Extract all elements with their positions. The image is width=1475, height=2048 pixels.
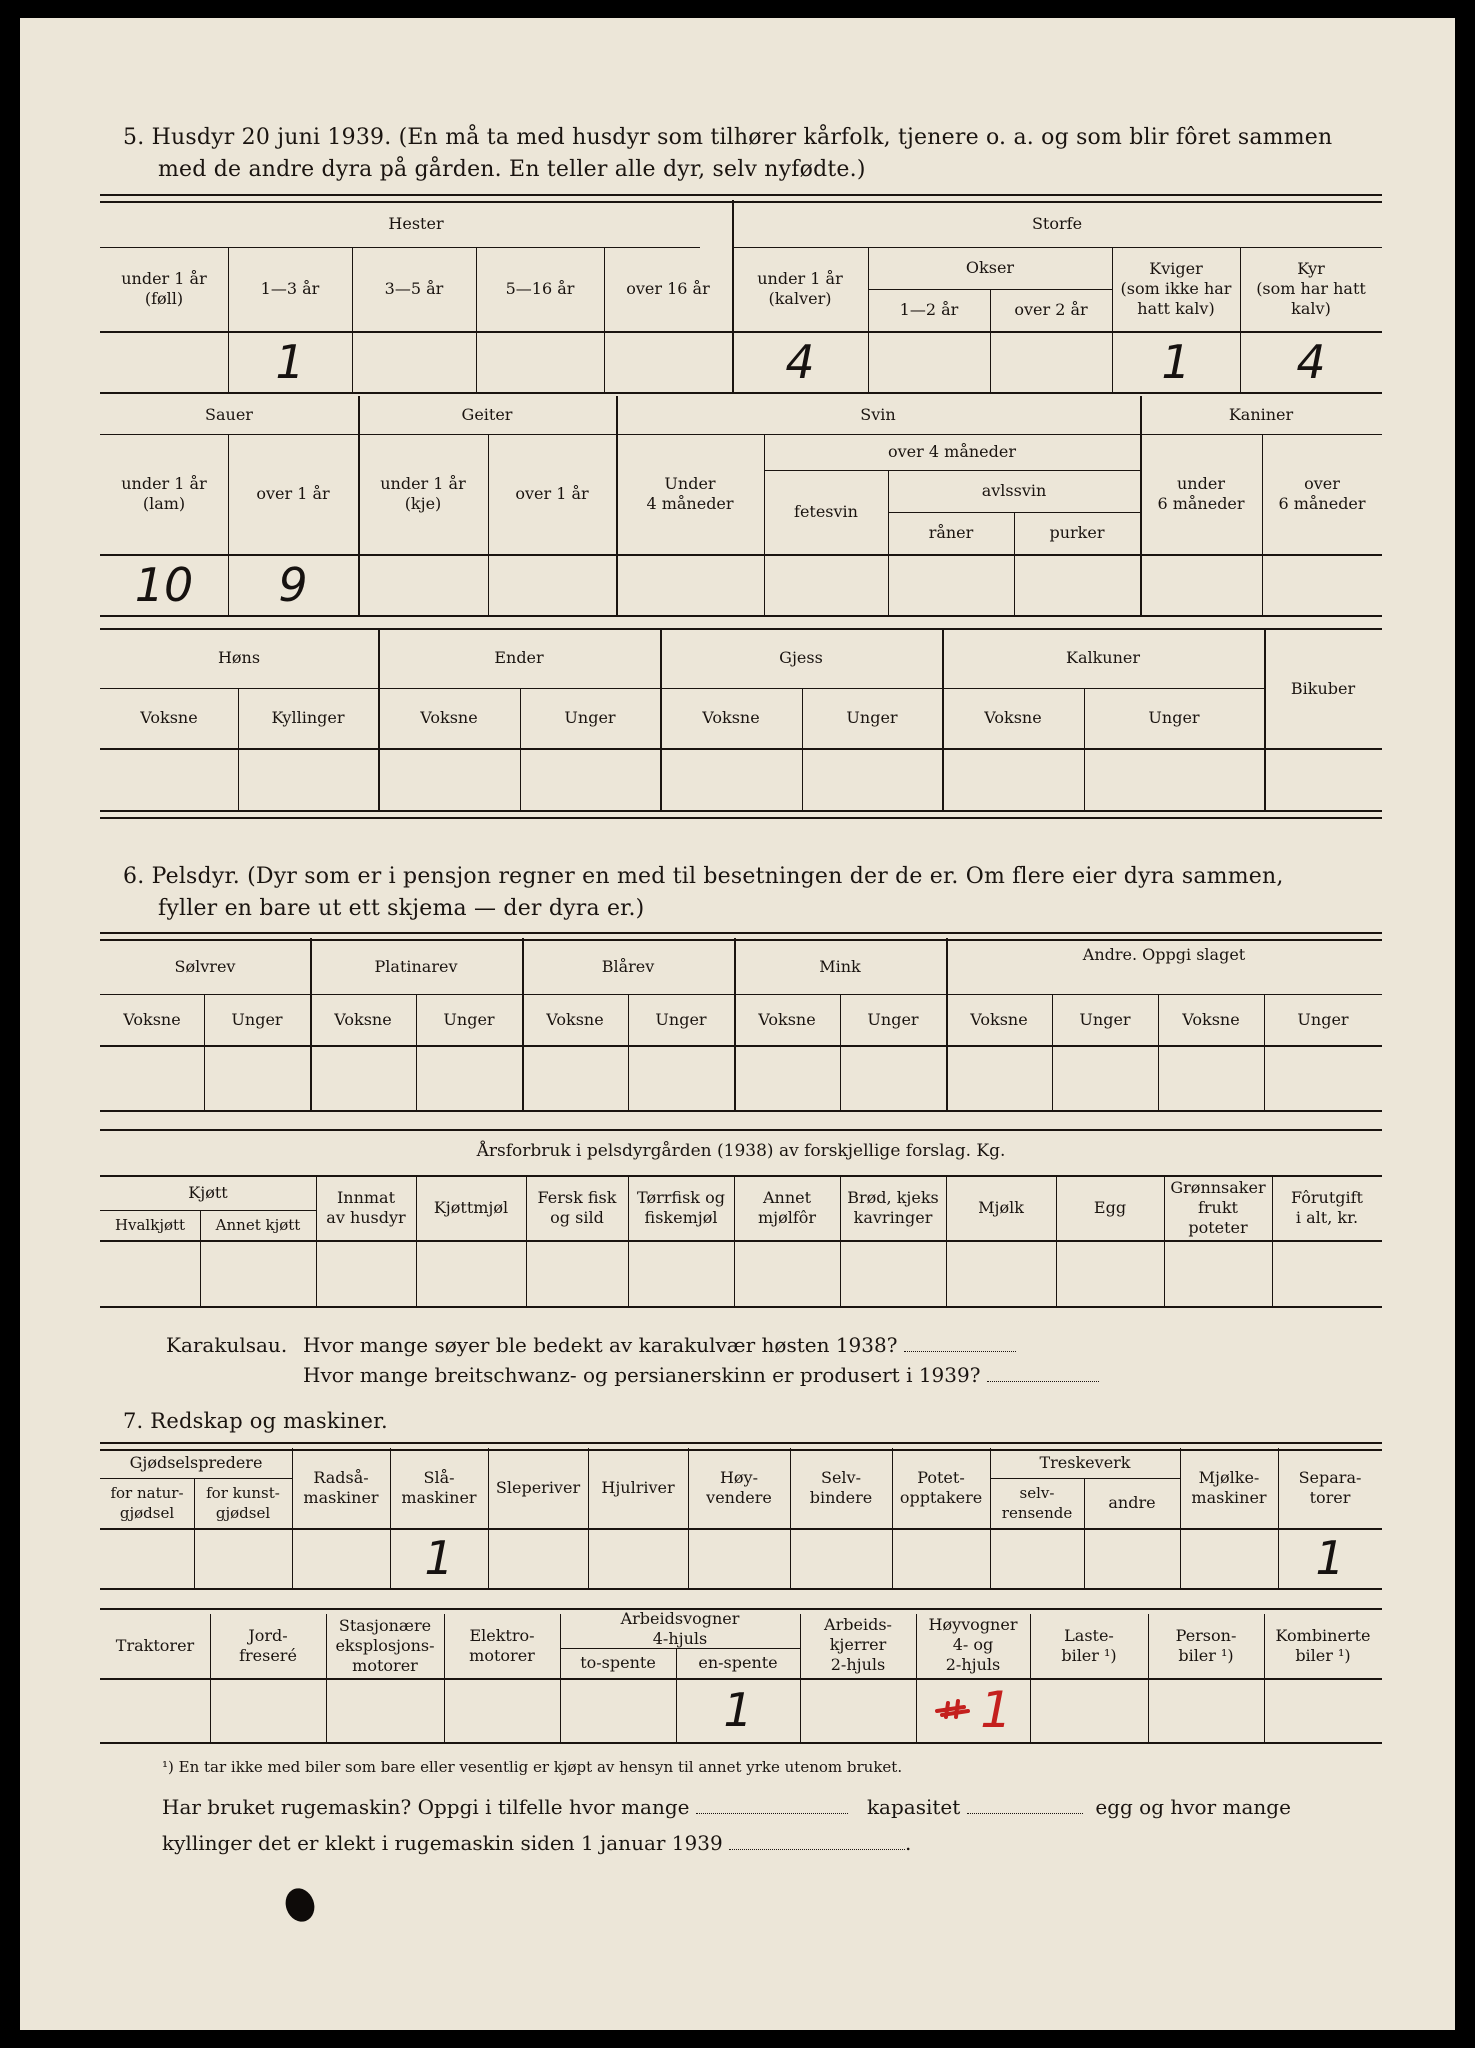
header-blarev: Blårev bbox=[601, 957, 655, 976]
col-sauer-lam: under 1 år (lam) bbox=[121, 474, 207, 513]
header-arbeidsvogner: Arbeidsvogner 4-hjuls bbox=[620, 1609, 740, 1648]
entry-slamaskiner[interactable]: 1 bbox=[424, 1531, 454, 1585]
col-hester-1-3: 1—3 år bbox=[260, 279, 320, 298]
col-stasjonaere-motorer: Stasjonære eksplosjons- motorer bbox=[335, 1615, 435, 1675]
kyllinger-klekt-field[interactable] bbox=[729, 1831, 905, 1850]
col-radsamaskiner: Radså- maskiner bbox=[303, 1467, 379, 1507]
col-sauer-over-1: over 1 år bbox=[256, 484, 330, 503]
col-gjess-unger: Unger bbox=[846, 708, 898, 727]
karakul-answer-2[interactable] bbox=[987, 1363, 1099, 1382]
forbruk-title: Årsforbruk i pelsdyrgården (1938) av forskjellige forslag. Kg. bbox=[476, 1141, 1006, 1161]
col-solvrev-unger: Unger bbox=[231, 1010, 283, 1029]
col-okser-over-2: over 2 år bbox=[1014, 300, 1088, 319]
table-rule bbox=[100, 392, 1382, 394]
col-fersk-fisk: Fersk fisk og sild bbox=[537, 1187, 617, 1227]
header-hester: Hester bbox=[388, 214, 444, 233]
section-6-title-line2: fyller en bare ut ett skjema — der dyra er.) bbox=[158, 896, 645, 921]
col-hester-3-5: 3—5 år bbox=[384, 279, 444, 298]
header-gjodselspredere: Gjødselspredere bbox=[129, 1452, 263, 1472]
col-gjess-voksne: Voksne bbox=[702, 708, 760, 727]
karakul-question-1: Hvor mange søyer ble bedekt av karakulvær høsten 1938? bbox=[303, 1332, 1016, 1358]
col-hjulriver: Hjulriver bbox=[601, 1477, 675, 1497]
col-hons-voksne: Voksne bbox=[140, 708, 198, 727]
section-5-title-line2: med de andre dyra på gården. En teller alle dyr, selv nyfødte.) bbox=[158, 157, 866, 182]
karakul-question-2: Hvor mange breitschwanz- og persianerskinn er produsert i 1939? bbox=[303, 1362, 1099, 1388]
col-traktorer: Traktorer bbox=[115, 1635, 195, 1655]
header-sauer: Sauer bbox=[205, 405, 253, 424]
col-kjottmjol: Kjøttmjøl bbox=[433, 1197, 509, 1217]
col-mink-voksne: Voksne bbox=[758, 1010, 816, 1029]
header-svin-over-4: over 4 måneder bbox=[888, 442, 1016, 461]
header-kalkuner: Kalkuner bbox=[1065, 648, 1141, 667]
col-geiter-kje: under 1 år (kje) bbox=[380, 474, 466, 513]
table-rule bbox=[100, 1045, 1382, 1047]
section-7-title: 7. Redskap og maskiner. bbox=[123, 1409, 388, 1433]
col-kaniner-over-6: over 6 måneder bbox=[1278, 474, 1366, 513]
header-svin: Svin bbox=[860, 405, 896, 424]
karakul-label: Karakulsau. bbox=[166, 1333, 288, 1357]
entry-sauer-lam[interactable]: 10 bbox=[134, 558, 194, 612]
col-annet-kjott: Annet kjøtt bbox=[215, 1216, 301, 1234]
table-rule bbox=[100, 615, 1382, 617]
col-platinarev-unger: Unger bbox=[443, 1010, 495, 1029]
table-rule bbox=[100, 554, 1382, 556]
col-andre-tresk: andre bbox=[1108, 1493, 1156, 1512]
col-forutgift: Fôrutgift i alt, kr. bbox=[1291, 1187, 1363, 1227]
col-naturgjodsel: for natur- gjødsel bbox=[110, 1484, 184, 1522]
col-ender-unger: Unger bbox=[564, 708, 616, 727]
header-kjott: Kjøtt bbox=[188, 1182, 228, 1202]
col-slamaskiner: Slå- maskiner bbox=[401, 1467, 477, 1507]
header-andre: Andre. Oppgi slaget bbox=[1082, 945, 1246, 964]
col-brod: Brød, kjeks kavringer bbox=[847, 1187, 939, 1227]
col-kalkuner-unger: Unger bbox=[1148, 708, 1200, 727]
table-rule bbox=[100, 1742, 1382, 1744]
col-andre2-unger: Unger bbox=[1297, 1010, 1349, 1029]
table-rule bbox=[100, 932, 1382, 934]
col-mjolk: Mjølk bbox=[978, 1197, 1024, 1217]
col-andre1-unger: Unger bbox=[1079, 1010, 1131, 1029]
col-kunstgjodsel: for kunst- gjødsel bbox=[206, 1484, 280, 1522]
col-hester-5-16: 5—16 år bbox=[505, 279, 575, 298]
header-avlssvin: avlssvin bbox=[981, 481, 1047, 500]
strikethrough-mark-icon bbox=[934, 1695, 984, 1725]
section-6-title-line1: 6. Pelsdyr. (Dyr som er i pensjon regner en med til besetningen der de er. Om flere eier dyra sammen, bbox=[123, 864, 1284, 889]
col-kalkuner-voksne: Voksne bbox=[984, 708, 1042, 727]
col-innmat: Innmat av husdyr bbox=[326, 1187, 406, 1227]
rugemaskin-kapasitet-field[interactable] bbox=[967, 1795, 1083, 1814]
col-jordfrese: Jord- freseré bbox=[239, 1625, 297, 1665]
col-arbeidskjerrer: Arbeids- kjerrer 2-hjuls bbox=[824, 1614, 892, 1674]
header-solvrev: Sølvrev bbox=[174, 957, 236, 976]
table-rule bbox=[100, 1129, 1382, 1131]
table-rule bbox=[100, 1240, 1382, 1242]
col-mjolkemaskiner: Mjølke- maskiner bbox=[1191, 1467, 1267, 1507]
entry-sauer-over-1[interactable]: 9 bbox=[278, 558, 308, 612]
header-ender: Ender bbox=[494, 648, 544, 667]
entry-hoyvogner[interactable]: 1 bbox=[916, 1680, 1030, 1740]
header-hons: Høns bbox=[217, 648, 261, 667]
col-geiter-over-1: over 1 år bbox=[515, 484, 589, 503]
col-personbiler: Person- biler ¹) bbox=[1175, 1625, 1237, 1665]
col-okser-1-2: 1—2 år bbox=[899, 300, 959, 319]
table-rule bbox=[100, 1608, 1382, 1610]
col-fetesvin: fetesvin bbox=[794, 502, 858, 521]
col-andre1-voksne: Voksne bbox=[970, 1010, 1028, 1029]
col-to-spente: to-spente bbox=[580, 1653, 656, 1672]
col-hons-kyllinger: Kyllinger bbox=[271, 708, 345, 727]
col-storfe-kalver: under 1 år (kalver) bbox=[757, 269, 843, 308]
table-rule bbox=[100, 748, 1382, 750]
col-en-spente: en-spente bbox=[698, 1653, 778, 1672]
table-rule bbox=[100, 810, 1382, 812]
col-torrfisk: Tørrfisk og fiskemjøl bbox=[637, 1187, 725, 1227]
rugemaskin-line-1: Har bruket rugemaskin? Oppgi i tilfelle hvor mange kapasitet egg og hvor mange bbox=[162, 1795, 1291, 1819]
entry-hester-1-3[interactable]: 1 bbox=[275, 335, 305, 389]
table-rule bbox=[100, 1588, 1382, 1590]
col-kyr: Kyr (som har hatt kalv) bbox=[1256, 259, 1366, 318]
table-rule bbox=[100, 1110, 1382, 1112]
col-hvalkjott: Hvalkjøtt bbox=[114, 1216, 186, 1234]
census-form-page bbox=[20, 18, 1455, 2030]
col-egg: Egg bbox=[1093, 1197, 1127, 1217]
ink-blot bbox=[281, 1884, 319, 1926]
header-storfe: Storfe bbox=[1031, 214, 1083, 233]
col-sleperiver: Sleperiver bbox=[495, 1477, 581, 1497]
col-separatorer: Separa- torer bbox=[1298, 1467, 1362, 1507]
header-platinarev: Platinarev bbox=[374, 957, 458, 976]
header-bikuber: Bikuber bbox=[1290, 679, 1356, 698]
karakul-answer-1[interactable] bbox=[904, 1333, 1016, 1352]
entry-en-spente[interactable]: 1 bbox=[723, 1683, 753, 1737]
col-solvrev-voksne: Voksne bbox=[123, 1010, 181, 1029]
col-hoyvogner: Høyvogner 4- og 2-hjuls bbox=[928, 1614, 1018, 1674]
col-andre2-voksne: Voksne bbox=[1182, 1010, 1240, 1029]
col-kombinerte-biler: Kombinerte biler ¹) bbox=[1275, 1625, 1371, 1665]
col-kaniner-under-6: under 6 måneder bbox=[1157, 474, 1245, 513]
col-mink-unger: Unger bbox=[867, 1010, 919, 1029]
col-lastebiler: Laste- biler ¹) bbox=[1061, 1625, 1117, 1665]
entry-separatorer[interactable]: 1 bbox=[1315, 1531, 1345, 1585]
col-kviger: Kviger (som ikke har hatt kalv) bbox=[1120, 259, 1232, 318]
col-hoyvendere: Høy- vendere bbox=[706, 1467, 772, 1507]
header-gjess: Gjess bbox=[779, 648, 823, 667]
col-selvbindere: Selv- bindere bbox=[809, 1467, 873, 1507]
col-annet-mjolfor: Annet mjølfôr bbox=[757, 1187, 817, 1227]
table-rule bbox=[100, 1442, 1382, 1444]
rugemaskin-antall-field[interactable] bbox=[696, 1795, 848, 1814]
col-raner: råner bbox=[928, 523, 974, 542]
table-rule bbox=[100, 1306, 1382, 1308]
col-svin-under-4: Under 4 måneder bbox=[646, 474, 734, 513]
col-elektromotorer: Elektro- motorer bbox=[469, 1625, 535, 1665]
col-ender-voksne: Voksne bbox=[420, 708, 478, 727]
col-platinarev-voksne: Voksne bbox=[334, 1010, 392, 1029]
entry-kalver[interactable]: 4 bbox=[785, 335, 815, 389]
header-kaniner: Kaniner bbox=[1228, 405, 1294, 424]
table-rule bbox=[100, 194, 1382, 196]
entry-kviger[interactable]: 1 bbox=[1161, 335, 1191, 389]
footnote: ¹) En tar ikke med biler som bare eller vesentlig er kjøpt av hensyn til annet yrke utenom bruket. bbox=[162, 1758, 903, 1776]
header-treskeverk: Treskeverk bbox=[1039, 1452, 1131, 1472]
col-hester-foll: under 1 år (føll) bbox=[121, 269, 207, 308]
col-hester-over-16: over 16 år bbox=[626, 279, 710, 298]
rugemaskin-line-2: kyllinger det er klekt i rugemaskin siden 1 januar 1939 . bbox=[162, 1831, 912, 1855]
col-purker: purker bbox=[1049, 523, 1105, 542]
table-rule bbox=[100, 331, 1382, 333]
entry-kyr[interactable]: 4 bbox=[1296, 335, 1326, 389]
header-mink: Mink bbox=[819, 957, 861, 976]
col-selvrensende: selv- rensende bbox=[1001, 1484, 1073, 1522]
col-gronnsaker: Grønnsaker frukt poteter bbox=[1170, 1177, 1266, 1237]
header-geiter: Geiter bbox=[461, 405, 513, 424]
section-5-title-line1: 5. Husdyr 20 juni 1939. (En må ta med husdyr som tilhører kårfolk, tjenere o. a. og som blir fôret sammen bbox=[123, 125, 1333, 150]
header-okser: Okser bbox=[965, 258, 1015, 277]
col-blarev-unger: Unger bbox=[655, 1010, 707, 1029]
col-blarev-voksne: Voksne bbox=[546, 1010, 604, 1029]
col-potetopptakere: Potet- opptakere bbox=[899, 1467, 983, 1507]
